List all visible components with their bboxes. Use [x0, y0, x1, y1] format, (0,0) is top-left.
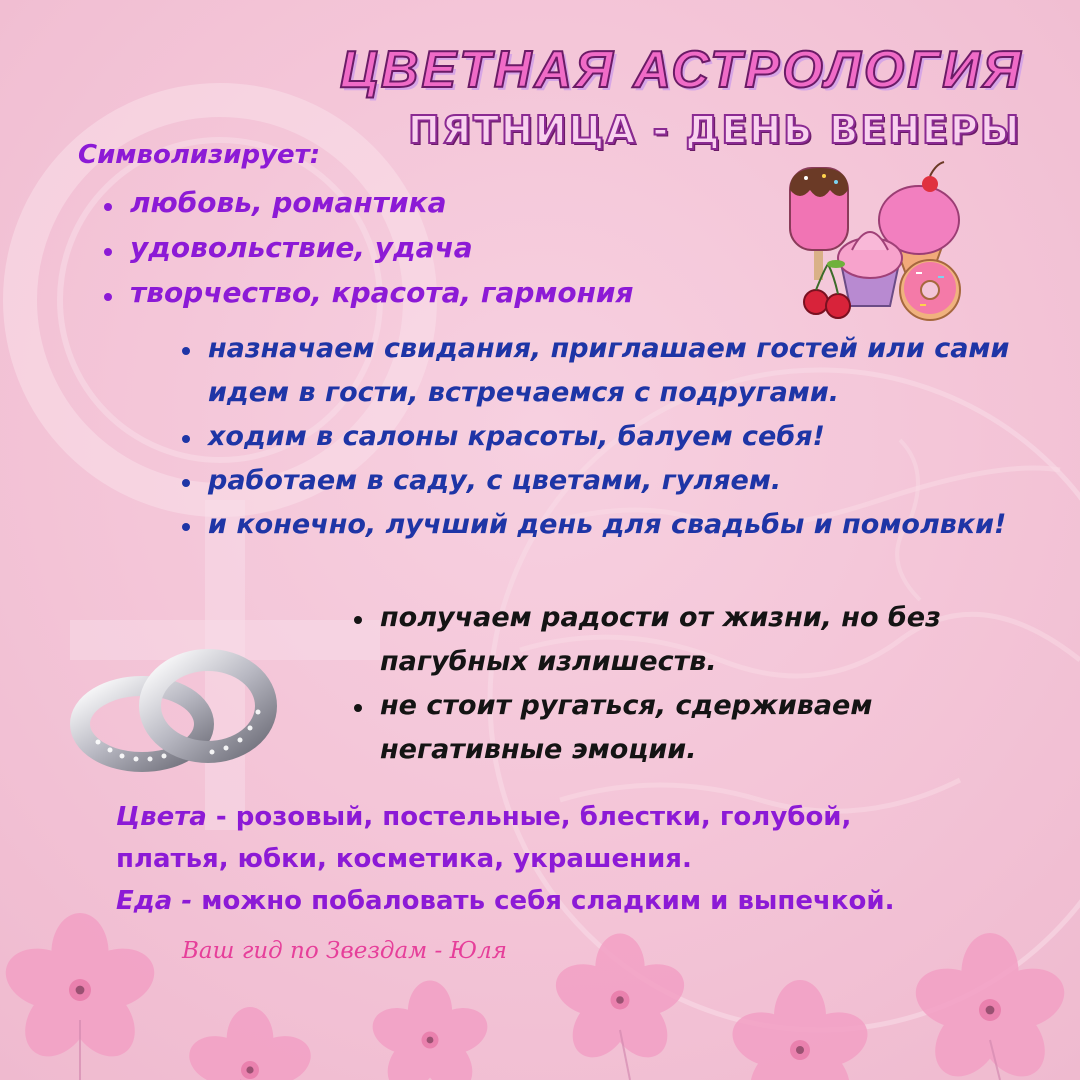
flower-icon — [183, 1007, 317, 1080]
colors-text: - розовый, постельные, блестки, голубой, — [206, 802, 852, 832]
list-item: творчество, красота, гармония — [130, 270, 634, 315]
symbolizes-heading: Символизирует: — [78, 140, 321, 170]
list-item: не стоит ругаться, сдерживаем негативные эмоции. — [380, 684, 1040, 772]
food-label: Еда - — [116, 886, 193, 916]
flower-icon — [549, 934, 691, 1069]
list-item: удовольствие, удача — [130, 225, 634, 270]
colors-line-2: платья, юбки, косметика, украшения. — [116, 844, 692, 874]
advice-list — [380, 596, 1040, 772]
list-item: получаем радости от жизни, но без пагубных излишеств. — [380, 596, 1040, 684]
sweets-icon — [780, 160, 980, 330]
flower-decoration — [0, 900, 1080, 1080]
colors-line-1 — [116, 796, 1016, 838]
flower-icon — [367, 981, 494, 1080]
list-item: любовь, романтика — [130, 180, 634, 225]
page-subtitle: ПЯТНИЦА - ДЕНЬ ВЕНЕРЫ — [408, 108, 1022, 152]
wedding-rings-icon — [70, 640, 280, 780]
list-item: работаем в саду, с цветами, гуляем. — [208, 459, 1028, 503]
symbolizes-list — [130, 180, 634, 315]
list-item: ходим в салоны красоты, балуем себя! — [208, 415, 1028, 459]
signature: Ваш гид по Звездам - Юля — [182, 938, 507, 964]
list-item: и конечно, лучший день для свадьбы и помолвки! — [208, 503, 1028, 547]
page-title: ЦВЕТНАЯ АСТРОЛОГИЯ — [340, 41, 1024, 99]
list-item: назначаем свидания, приглашаем гостей или сами идем в гости, встречаемся с подругами. — [208, 327, 1028, 415]
colors-label: Цвета — [116, 802, 207, 832]
flower-icon — [908, 933, 1072, 1080]
flower-icon — [725, 980, 874, 1080]
activities-list — [208, 327, 1028, 547]
flower-icon — [0, 913, 162, 1069]
food-text: можно побаловать себя сладким и выпечкой. — [192, 886, 895, 916]
